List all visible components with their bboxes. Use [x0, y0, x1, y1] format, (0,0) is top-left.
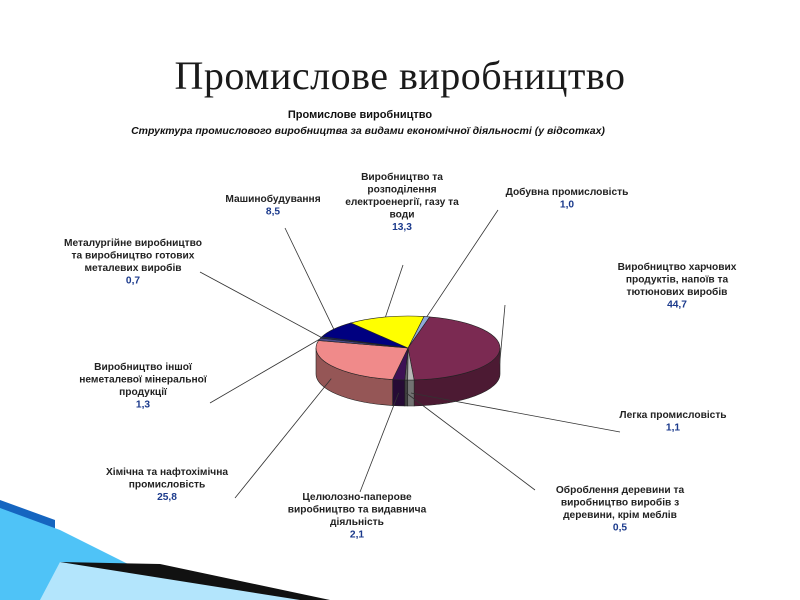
slice-label-line: продуктів, напоїв та [625, 274, 729, 286]
slice-label [506, 186, 629, 198]
slice-label-line: розподілення [367, 184, 437, 196]
slide-title: Промислове виробництво [174, 53, 626, 98]
slice-label-line: продукції [119, 387, 167, 398]
leader-line [200, 272, 321, 337]
slice-label-line: Виробництво та [361, 172, 443, 183]
chart-panel [55, 100, 755, 562]
corner-decoration [0, 500, 330, 600]
slice-value-label: 13,3 [392, 222, 412, 233]
slice-value-label: 44,7 [667, 299, 687, 311]
slice-value-label: 0,7 [125, 275, 141, 287]
slice-label-line: Оброблення деревини та [555, 485, 685, 496]
slice-value-label: 1,1 [665, 422, 681, 434]
leader-line [385, 265, 403, 317]
leader-line [427, 210, 498, 317]
slice-label-line: та виробництво готових [71, 250, 195, 262]
slice-label [619, 410, 726, 421]
slice-label-line: виробництво та видавнича [287, 504, 427, 516]
slice-label [556, 484, 685, 521]
slice-value-label: 25,8 [157, 492, 177, 503]
chart-subtitle: Структура промислового виробництва за видами економічної діяльності (у відсотках) [131, 125, 605, 137]
slice-value-label: 0,5 [612, 522, 628, 534]
slice-label [225, 193, 320, 205]
leader-line [500, 305, 505, 364]
chart-title: Промислове виробництво [287, 109, 433, 121]
slice-label-line: діяльність [330, 517, 384, 528]
slice-label-line: неметалевої мінеральної [79, 374, 207, 386]
leader-line [406, 393, 535, 490]
pie-side-slice [393, 380, 405, 406]
leader-line [210, 339, 319, 403]
pie-side-slice [408, 380, 414, 406]
slice-value-label: 1,0 [559, 199, 575, 211]
slice-label [79, 361, 208, 398]
slice-label [64, 237, 202, 274]
slice-value-label: 2,1 [349, 529, 365, 541]
slice-label [345, 171, 459, 221]
slice-label-line: металевих виробів [84, 263, 182, 274]
slice-label-line: Металургійне виробництво [63, 238, 203, 249]
slice-label-line: Добувна промисловість [505, 187, 629, 198]
slice-label-line: води [389, 209, 415, 221]
leader-line [235, 379, 331, 498]
slice-label [106, 466, 228, 491]
leader-line [411, 393, 620, 432]
slice-label-line: Машинобудування [225, 194, 321, 205]
slice-label-line: Легка промисловість [619, 410, 727, 421]
slice-label-line: виробництво виробів з [560, 497, 680, 509]
slice-label-line: Виробництво іншої [94, 362, 192, 373]
pie-chart [55, 100, 755, 562]
slice-label-line: електроенергії, газу та [345, 197, 459, 208]
slice-label-line: Целюлозно-паперове [302, 492, 412, 503]
slice-label [618, 261, 737, 298]
slice-label-line: деревини, крім меблів [563, 510, 677, 521]
leader-line [360, 393, 399, 492]
pie-side-slice [405, 380, 408, 406]
slice-label-line: тютюнових виробів [626, 287, 728, 298]
slice-label-line: Хімічна та нафтохімічна [105, 467, 229, 478]
leader-line [285, 228, 334, 329]
slice-label-line: Виробництво харчових [617, 262, 737, 273]
slice-value-label: 8,5 [265, 206, 281, 218]
slice-label-line: промисловість [128, 479, 206, 491]
slice-value-label: 1,3 [135, 399, 151, 411]
